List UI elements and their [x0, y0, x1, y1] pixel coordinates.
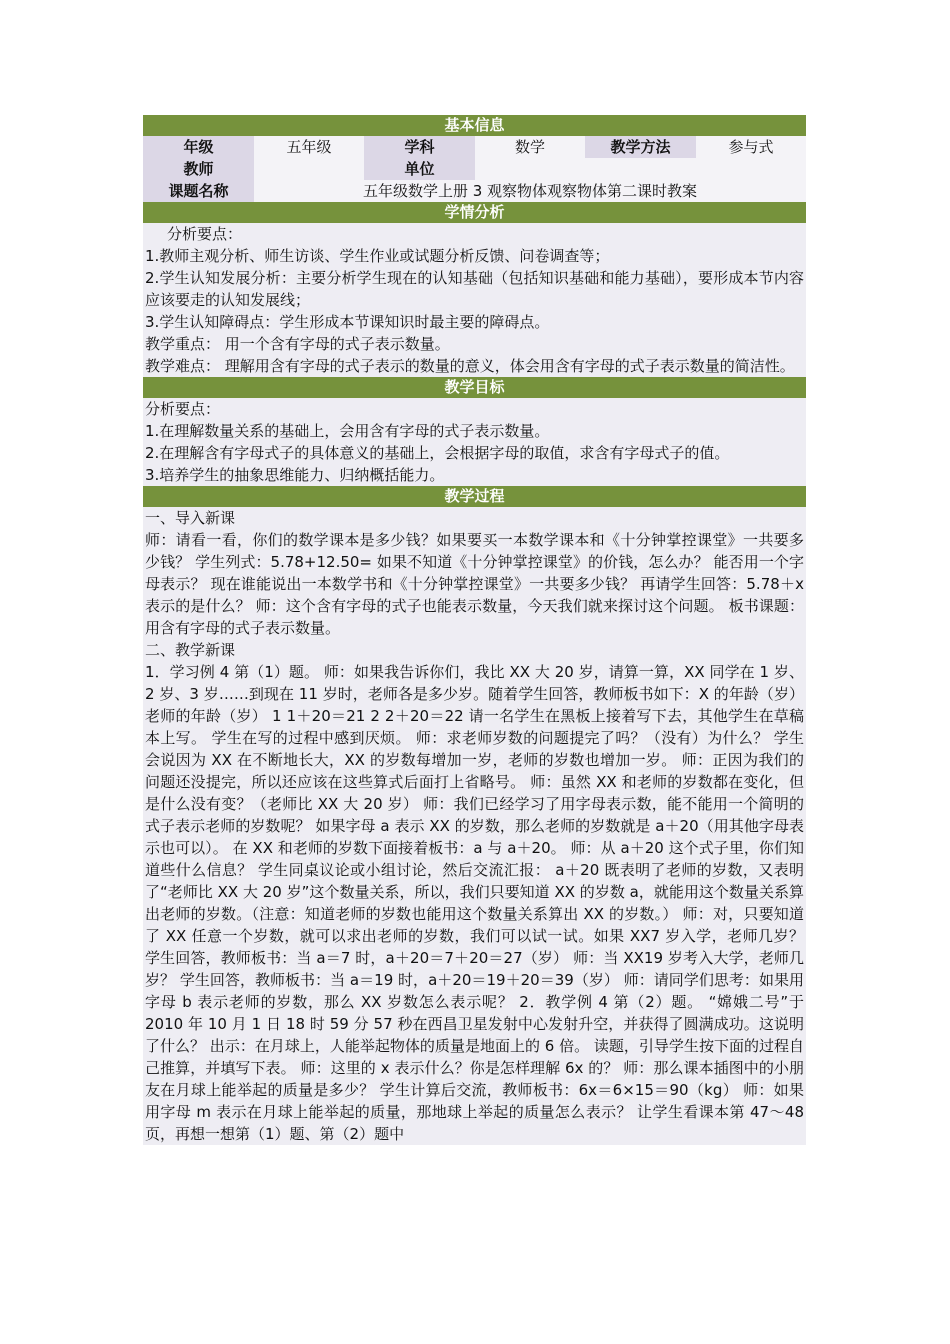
- teacher-value: [254, 158, 364, 180]
- key-point: 教学重点： 用一个含有字母的式子表示数量。: [145, 335, 450, 353]
- analysis-line: 2.学生认知发展分析：主要分析学生现在的认知基础（包括知识基础和能力基础），要形成本节内容应该要走的认知发展线；: [145, 269, 804, 309]
- process-header: 教学过程: [143, 486, 806, 507]
- grade-value: 五年级: [254, 136, 364, 158]
- title-label: 课题名称: [143, 180, 254, 202]
- subject-label: 学科: [364, 136, 475, 158]
- analysis-line: 3.学生认知障碍点：学生形成本节课知识时最主要的障碍点。: [145, 313, 550, 331]
- method-label: 教学方法: [585, 136, 696, 158]
- lesson-plan-document: [143, 115, 806, 1145]
- info-row-teacher: [143, 158, 806, 180]
- info-row-grade: [143, 136, 806, 158]
- info-row-title: [143, 180, 806, 202]
- method-value: 参与式: [696, 136, 806, 158]
- objectives-body: [143, 398, 806, 486]
- section-paragraph: 师：请看一看，你们的数学课本是多少钱？如果要买一本数学课本和《十分钟掌控课堂》一共要多少钱？ 学生列式：5.78+12.50= 如果不知道《十分钟掌控课堂》的价钱，怎么办？ 能否用一个字母表示？ 现在谁能说出一本数学书和《十分钟掌控课堂》一共要多少钱？ 再请学生回答：5.78＋x 表示的是什么？ 师：这个含有字母的式子也能表示数量，今天我们就来探讨这个问题。 板书课题：用含有字母的式子表示数量。: [145, 531, 804, 637]
- title-value: 五年级数学上册 3 观察物体观察物体第二课时教案: [254, 180, 806, 202]
- section-paragraph: 1．学习例 4 第（1）题。 师：如果我告诉你们，我比 XX 大 20 岁，请算一算，XX 同学在 1 岁、2 岁、3 岁……到现在 11 岁时，老师各是多少岁。随着学生回答，教师板书如下：X 的年龄（岁）老师的年龄（岁） 1 1＋20＝21 2 2＋20＝22 请一名学生在黑板上接着写下去，其他学生在草稿本上写。 学生在写的过程中感到厌烦。 师：求老师岁数的问题提完了吗？（没有）为什么？ 学生会说因为 XX 在不断地长大，XX 的岁数每增加一岁，老师的岁数也增加一岁。 师：正因为我们的问题还没提完，所以还应该在这些算式后面打上省略号。 师：虽然 XX 和老师的岁数都在变化，但是什么没有变？（老师比 XX 大 20 岁） 师：我们已经学习了用字母表示数，能不能用一个简明的式子表示老师的岁数呢？ 如果字母 a 表示 XX 的岁数，那么老师的岁数就是 a＋20（用其他字母表示也可以）。 在 XX 和老师的岁数下面接着板书：a 与 a＋20。 师：从 a＋20 这个式子里，你们知道些什么信息？ 学生同桌议论或小组讨论，然后交流汇报： a＋20 既表明了老师的岁数，又表明了“老师比 XX 大 20 岁”这个数量关系，所以，我们只要知道 XX 的岁数 a，就能用这个数量关系算出老师的岁数。（注意：知道老师的岁数也能用这个数量关系算出 XX 的岁数。） 师：对，只要知道了 XX 任意一个岁数，就可以求出老师的岁数，我们可以试一试。如果 XX7 岁入学，老师几岁？ 学生回答，教师板书：当 a＝7 时，a＋20＝7＋20＝27（岁） 师：当 XX19 岁考入大学，老师几岁？ 学生回答，教师板书：当 a＝19 时，a＋20＝19＋20＝39（岁） 师：请同学们思考：如果用字母 b 表示老师的岁数，那么 XX 岁数怎么表示呢？ 2．教学例 4 第（2）题。 “嫦娥二号”于 2010 年 10 月 1 日 18 时 59 分 57 秒在西昌卫星发射中心发射升空，并获得了圆满成功。这说明了什么？ 出示：在月球上，人能举起物体的质量是地面上的 6 倍。 读题，引导学生按下面的过程自己推算，并填写下表。 师：这里的 x 表示什么？你是怎样理解 6x 的？ 师：那么课本插图中的小朋友在月球上能举起的质量是多少？ 学生计算后交流，教师板书：6x＝6×15＝90（kg） 师：如果用字母 m 表示在月球上能举起的质量，那地球上举起的质量怎么表示？ 让学生看课本第 47～48 页，再想一想第（1）题、第（2）题中: [145, 663, 804, 1143]
- teacher-label: 教师: [143, 158, 254, 180]
- subject-value: 数学: [475, 136, 585, 158]
- analysis-header: 学情分析: [143, 202, 806, 223]
- process-body: [143, 507, 806, 1145]
- objective-line: 2.在理解含有字母式子的具体意义的基础上，会根据字母的取值，求含有字母式子的值。: [145, 444, 730, 462]
- difficult-point: 教学难点： 理解用含有字母的式子表示的数量的意义，体会用含有字母的式子表示数量的简洁性。: [145, 357, 795, 375]
- objective-line: 1.在理解数量关系的基础上，会用含有字母的式子表示数量。: [145, 422, 550, 440]
- objective-line: 分析要点：: [145, 400, 221, 418]
- section-title: 一、导入新课: [145, 509, 236, 527]
- analysis-body: [143, 223, 806, 377]
- objectives-header: 教学目标: [143, 377, 806, 398]
- grade-label: 年级: [143, 136, 254, 158]
- objective-line: 3.培养学生的抽象思维能力、归纳概括能力。: [145, 466, 445, 484]
- section-title: 二、教学新课: [145, 641, 236, 659]
- basic-info-header: 基本信息: [143, 115, 806, 136]
- unit-value: [475, 158, 806, 180]
- analysis-line: 分析要点：: [167, 225, 243, 243]
- unit-label: 单位: [364, 158, 475, 180]
- analysis-line: 1.教师主观分析、师生访谈、学生作业或试题分析反馈、问卷调查等；: [145, 247, 610, 265]
